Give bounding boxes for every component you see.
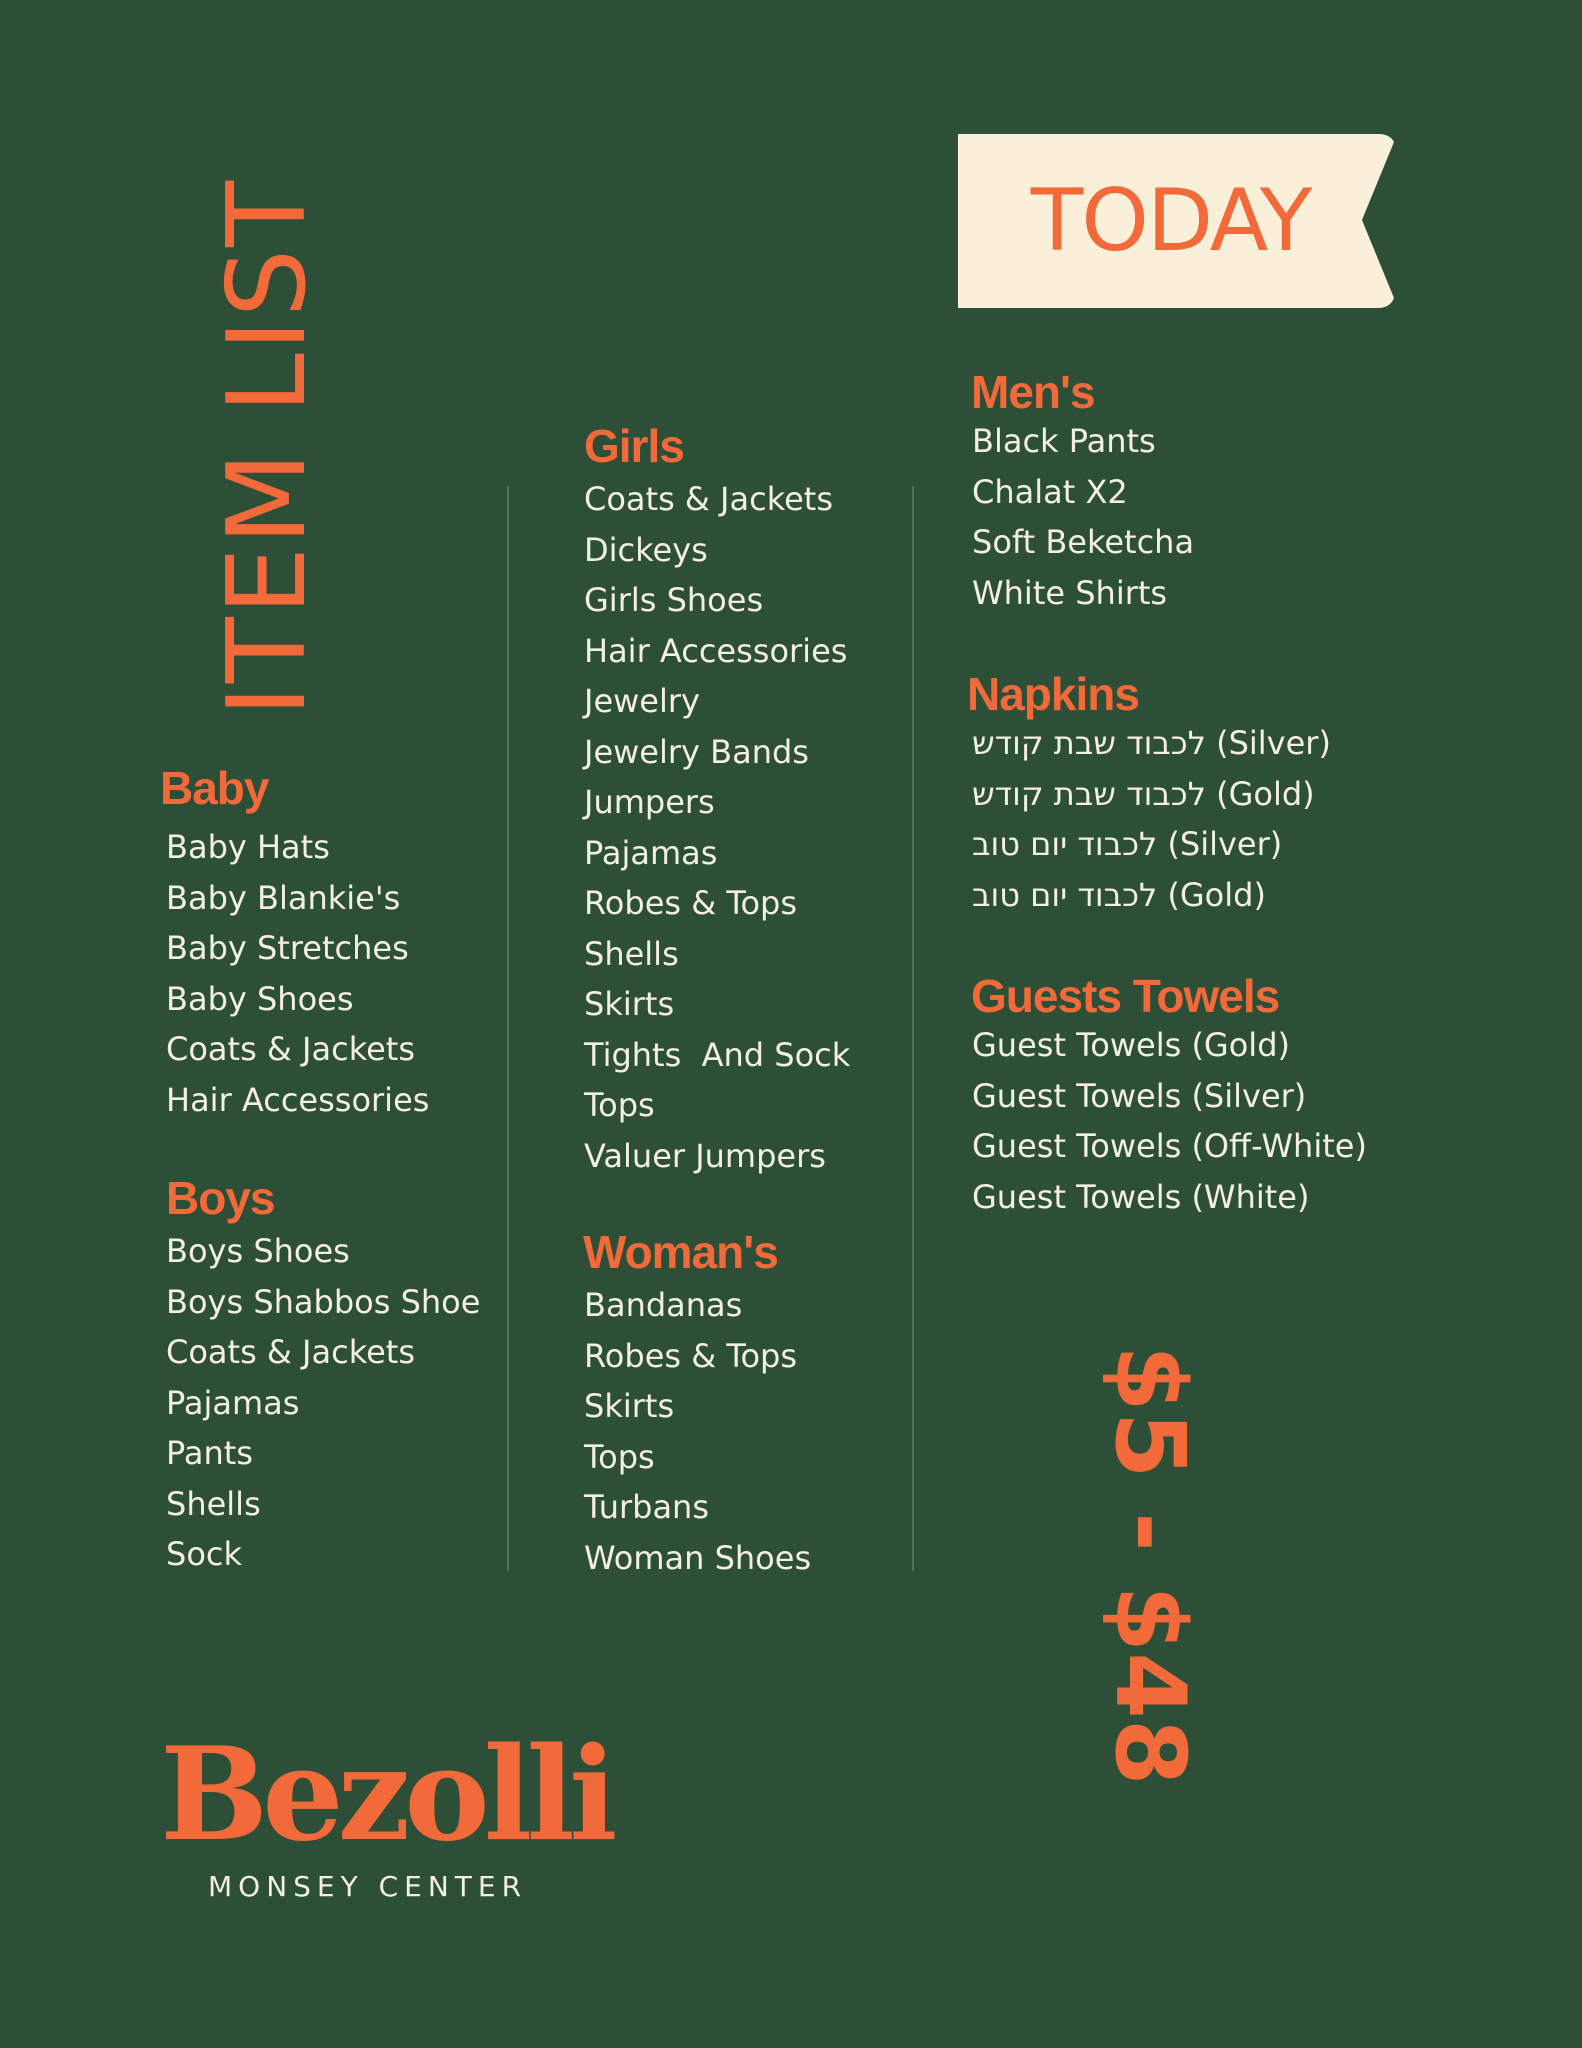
item-list-girls — [584, 474, 850, 1181]
section-mens — [971, 364, 1194, 618]
today-label: TODAY — [1030, 171, 1311, 271]
list-item: Shells — [584, 934, 679, 973]
list-item: Jewelry — [584, 682, 700, 720]
list-item: Tops — [584, 1437, 655, 1476]
list-item: Skirts — [584, 1387, 675, 1425]
list-item: Dickeys — [584, 530, 708, 569]
price-range: $5 - $48 — [1094, 1344, 1206, 1786]
section-heading-mens: Men's — [971, 366, 1095, 418]
section-guest-towels — [971, 968, 1367, 1222]
list-item: Black Pants — [972, 422, 1156, 460]
brand-logo — [160, 1720, 612, 1903]
list-item: Turbans — [584, 1488, 709, 1526]
list-item: Guest Towels (White) — [972, 1177, 1310, 1216]
item-list-baby — [160, 822, 429, 1125]
section-heading-boys: Boys — [166, 1172, 275, 1224]
section-heading-guest-towels: Guests Towels — [971, 970, 1280, 1022]
item-list-guest-towels — [971, 1020, 1367, 1222]
list-item: Soft Beketcha — [972, 523, 1195, 561]
list-item: Baby Stretches — [166, 929, 409, 967]
list-item: לכבוד שבת קודש (Gold) — [972, 774, 1315, 813]
list-item: Guest Towels (Silver) — [972, 1076, 1307, 1115]
list-item: White Shirts — [972, 573, 1168, 612]
section-girls — [584, 418, 850, 1181]
page-title: ITEM LIST — [205, 178, 330, 718]
list-item: Bandanas — [584, 1286, 743, 1324]
list-item: Boys Shoes — [166, 1232, 350, 1270]
section-heading-girls: Girls — [584, 420, 684, 472]
list-item: Jewelry Bands — [584, 732, 809, 771]
logo-wordmark: Bezolli — [160, 1720, 612, 1870]
list-item: Sock — [166, 1535, 243, 1573]
list-item: Coats & Jackets — [166, 1030, 415, 1068]
section-baby — [160, 760, 429, 1125]
list-item: Chalat X2 — [972, 472, 1128, 511]
list-item: Skirts — [584, 985, 675, 1023]
list-item: Baby Shoes — [166, 979, 354, 1018]
list-item: Valuer Jumpers — [584, 1136, 826, 1175]
list-item: Baby Blankie's — [166, 878, 401, 917]
list-item: Hair Accessories — [166, 1080, 430, 1119]
section-napkins — [967, 666, 1331, 920]
list-item: Shells — [166, 1484, 261, 1523]
list-item: Pajamas — [584, 833, 718, 872]
list-item: לכבוד שבת קודש (Silver) — [972, 724, 1331, 762]
column-divider-left — [507, 486, 509, 1571]
section-heading-baby: Baby — [160, 762, 269, 814]
today-banner — [958, 134, 1398, 308]
item-list-mens — [971, 416, 1194, 618]
list-item: Pants — [166, 1434, 253, 1472]
list-item: Guest Towels (Off-White) — [972, 1127, 1367, 1165]
item-list-womans — [583, 1280, 811, 1583]
item-list-boys — [166, 1226, 480, 1580]
list-item: לכבוד יום טוב (Silver) — [972, 825, 1283, 863]
list-item: Jumpers — [584, 783, 715, 821]
list-item: Pajamas — [166, 1383, 300, 1422]
section-boys — [166, 1170, 480, 1580]
column-divider-right — [912, 486, 914, 1571]
list-item: Robes & Tops — [584, 884, 798, 922]
item-list-napkins — [967, 718, 1331, 920]
section-womans — [583, 1224, 811, 1583]
list-item: Guest Towels (Gold) — [972, 1026, 1290, 1064]
list-item: לכבוד יום טוב (Gold) — [972, 875, 1266, 914]
list-item: Robes & Tops — [584, 1336, 798, 1375]
list-item: Baby Hats — [166, 828, 330, 866]
section-heading-napkins: Napkins — [967, 668, 1139, 720]
list-item: Coats & Jackets — [166, 1333, 415, 1371]
list-item: Tights And Sock — [584, 1035, 851, 1074]
list-item: Boys Shabbos Shoe — [166, 1282, 481, 1321]
list-item: Hair Accessories — [584, 631, 848, 670]
list-item: Tops — [584, 1086, 655, 1124]
list-item: Girls Shoes — [584, 581, 764, 619]
section-heading-womans: Woman's — [583, 1226, 778, 1278]
list-item: Coats & Jackets — [584, 480, 833, 518]
list-item: Woman Shoes — [584, 1538, 812, 1577]
logo-subtitle: MONSEY CENTER — [208, 1870, 528, 1903]
